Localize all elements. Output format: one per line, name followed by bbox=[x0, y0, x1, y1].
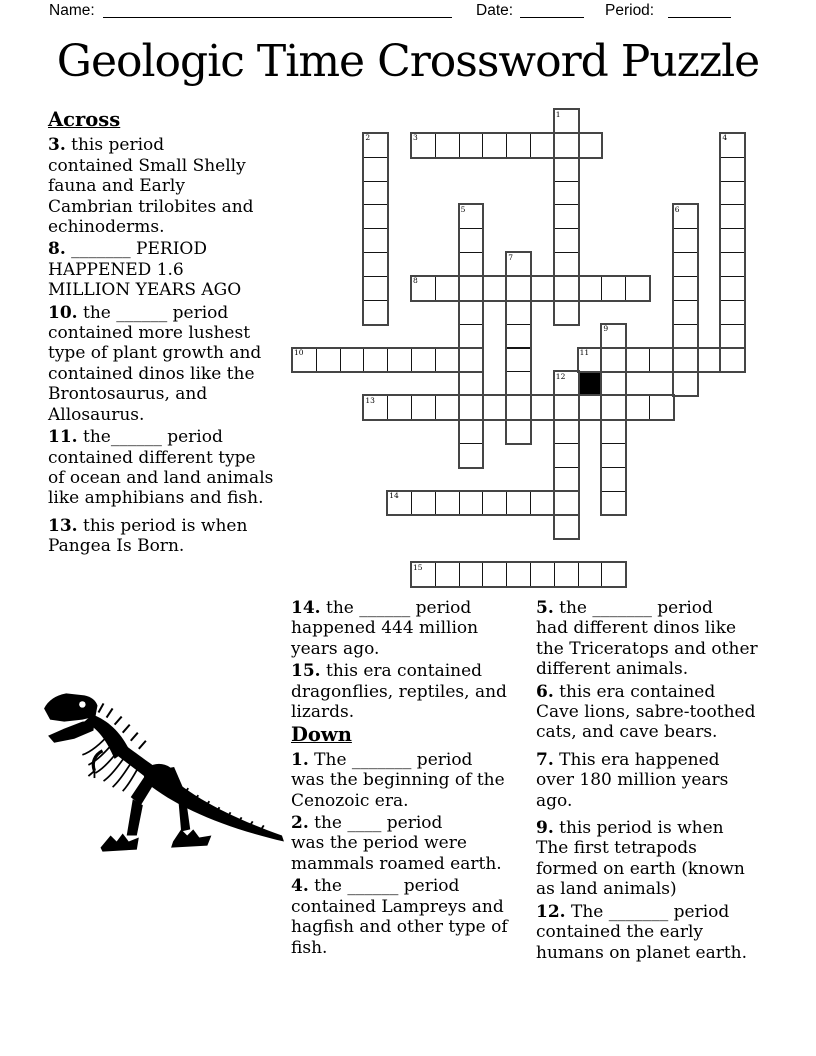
clue-13: 13. this period is when Pangea Is Born. bbox=[48, 515, 248, 557]
cell-number-11: 11 bbox=[579, 348, 590, 357]
grid-cell[interactable] bbox=[673, 252, 698, 277]
across-heading: Across bbox=[48, 108, 121, 131]
cell-number-6: 6 bbox=[674, 204, 680, 214]
clue-12: 12. The _______ period contained the early humans on planet earth. bbox=[536, 901, 748, 963]
grid-cell[interactable] bbox=[459, 371, 484, 396]
grid-cell[interactable] bbox=[720, 300, 745, 325]
grid-cell[interactable] bbox=[482, 133, 507, 158]
grid-cell[interactable] bbox=[601, 348, 626, 373]
grid-cell[interactable] bbox=[578, 562, 603, 587]
date-label: Date: bbox=[476, 2, 514, 19]
grid-cell[interactable] bbox=[601, 443, 626, 468]
grid-cell[interactable] bbox=[435, 491, 460, 516]
grid-cell[interactable] bbox=[459, 252, 484, 277]
grid-cell[interactable] bbox=[459, 324, 484, 349]
grid-cell[interactable] bbox=[554, 514, 579, 539]
grid-cell[interactable] bbox=[340, 348, 365, 373]
grid-cell[interactable] bbox=[554, 562, 579, 587]
clue-number: 12. bbox=[536, 901, 566, 922]
grid-cell[interactable] bbox=[459, 395, 484, 420]
grid-cell[interactable] bbox=[506, 324, 531, 349]
grid-cell[interactable] bbox=[530, 133, 555, 158]
grid-cell[interactable] bbox=[435, 395, 460, 420]
grid-cell[interactable] bbox=[578, 348, 603, 373]
black-cell bbox=[578, 371, 603, 396]
grid-cell[interactable] bbox=[601, 419, 626, 444]
cell-number-2: 2 bbox=[365, 133, 371, 143]
name-label: Name: bbox=[49, 2, 95, 19]
grid-cell[interactable] bbox=[601, 491, 626, 516]
grid-cell[interactable] bbox=[554, 491, 579, 516]
grid-cell[interactable] bbox=[720, 348, 745, 373]
grid-cell[interactable] bbox=[720, 324, 745, 349]
clue-2: 2. the ____ period was the period were mammals roamed earth. bbox=[291, 813, 502, 874]
right-clues-column bbox=[536, 598, 779, 965]
grid-cell[interactable] bbox=[625, 348, 650, 373]
down-heading: Down bbox=[291, 723, 352, 747]
clue-number: 1. bbox=[291, 749, 309, 770]
grid-cell[interactable] bbox=[530, 395, 555, 420]
grid-cell[interactable] bbox=[601, 324, 626, 349]
cell-number-15: 15 bbox=[413, 562, 423, 572]
clue-8: 8. _______ PERIOD HAPPENED 1.6 MILLION YEARS AGO bbox=[48, 239, 242, 301]
clue-3: 3. this period contained Small Shelly fauna and Early Cambrian trilobites and echinoderms. bbox=[48, 135, 254, 238]
grid-cell[interactable] bbox=[411, 133, 436, 158]
grid-cell[interactable] bbox=[578, 133, 603, 158]
grid-cell[interactable] bbox=[720, 276, 745, 301]
grid-cell[interactable] bbox=[530, 276, 555, 301]
grid-cell[interactable] bbox=[459, 562, 484, 587]
grid-cell[interactable] bbox=[506, 348, 531, 373]
grid-cell[interactable] bbox=[506, 395, 531, 420]
grid-cell[interactable] bbox=[435, 348, 460, 373]
grid-cell[interactable] bbox=[363, 300, 388, 325]
clue-6: 6. this era contained Cave lions, sabre-toothed cats, and cave bears. bbox=[536, 681, 756, 743]
clue-number: 7. bbox=[536, 749, 554, 770]
cell-number-9: 9 bbox=[603, 324, 609, 334]
grid-cell[interactable] bbox=[459, 443, 484, 468]
grid-cell[interactable] bbox=[720, 204, 745, 229]
grid-cell[interactable] bbox=[720, 252, 745, 277]
grid-cell[interactable] bbox=[459, 228, 484, 253]
grid-cell[interactable] bbox=[554, 395, 579, 420]
grid-cell[interactable] bbox=[387, 491, 412, 516]
cell-number-3: 3 bbox=[413, 133, 418, 143]
grid-cell[interactable] bbox=[482, 276, 507, 301]
grid-cell[interactable] bbox=[601, 395, 626, 420]
period-field[interactable] bbox=[668, 3, 731, 18]
grid-cell[interactable] bbox=[506, 300, 531, 325]
grid-cell[interactable] bbox=[506, 562, 531, 587]
grid-cell[interactable] bbox=[363, 252, 388, 277]
crossword-grid bbox=[292, 109, 746, 587]
middle-clues-column bbox=[291, 598, 534, 960]
clue-11: 11. the______ period contained different type of ocean and land animals like amphibians and fish. bbox=[48, 427, 274, 509]
cell-number-14: 14 bbox=[389, 491, 399, 501]
grid-cell[interactable] bbox=[435, 133, 460, 158]
grid-cell[interactable] bbox=[601, 467, 626, 492]
grid-cell[interactable] bbox=[482, 491, 507, 516]
grid-cell[interactable] bbox=[387, 348, 412, 373]
grid-cell[interactable] bbox=[649, 348, 674, 373]
grid-cell[interactable] bbox=[435, 562, 460, 587]
grid-cell[interactable] bbox=[459, 348, 484, 373]
across-clues-column bbox=[48, 110, 288, 559]
grid-cell[interactable] bbox=[578, 395, 603, 420]
period-label: Period: bbox=[605, 2, 655, 19]
grid-cell[interactable] bbox=[720, 133, 745, 158]
grid-cell[interactable] bbox=[506, 252, 531, 277]
grid-cell[interactable] bbox=[554, 276, 579, 301]
grid-cell[interactable] bbox=[387, 395, 412, 420]
grid-cell[interactable] bbox=[601, 371, 626, 396]
clue-5: 5. the _______ period had different dinos like the Triceratops and other different animals. bbox=[536, 598, 758, 680]
grid-cell[interactable] bbox=[554, 300, 579, 325]
cell-number-5: 5 bbox=[460, 204, 466, 214]
cell-number-8: 8 bbox=[413, 276, 418, 286]
grid-cell[interactable] bbox=[673, 371, 698, 396]
clue-14: 14. the ______ period happened 444 million years ago. bbox=[291, 598, 479, 659]
clue-number: 10. bbox=[48, 302, 78, 323]
grid-cell[interactable] bbox=[363, 157, 388, 182]
grid-cell[interactable] bbox=[459, 300, 484, 325]
grid-cell[interactable] bbox=[482, 562, 507, 587]
cell-number-1: 1 bbox=[555, 109, 561, 119]
grid-cell[interactable] bbox=[459, 491, 484, 516]
grid-cell[interactable] bbox=[363, 133, 388, 158]
grid-cell[interactable] bbox=[459, 276, 484, 301]
grid-cell[interactable] bbox=[673, 348, 698, 373]
grid-cell[interactable] bbox=[459, 133, 484, 158]
grid-cell[interactable] bbox=[554, 204, 579, 229]
grid-cell[interactable] bbox=[625, 276, 650, 301]
grid-cell[interactable] bbox=[363, 276, 388, 301]
clue-number: 4. bbox=[291, 876, 309, 897]
grid-cell[interactable] bbox=[720, 228, 745, 253]
grid-cell[interactable] bbox=[411, 348, 436, 373]
grid-cell[interactable] bbox=[554, 371, 579, 396]
cell-number-7: 7 bbox=[508, 252, 513, 262]
clue-number: 15. bbox=[291, 661, 321, 682]
grid-cell[interactable] bbox=[697, 348, 722, 373]
grid-cell[interactable] bbox=[530, 562, 555, 587]
grid-cell[interactable] bbox=[363, 228, 388, 253]
grid-cell[interactable] bbox=[482, 395, 507, 420]
grid-cell[interactable] bbox=[554, 228, 579, 253]
clue-number: 14. bbox=[291, 598, 321, 618]
grid-cell[interactable] bbox=[673, 204, 698, 229]
grid-cell[interactable] bbox=[673, 300, 698, 325]
grid-cell[interactable] bbox=[506, 491, 531, 516]
cell-number-12: 12 bbox=[555, 371, 566, 381]
grid-cell[interactable] bbox=[530, 491, 555, 516]
date-field[interactable] bbox=[520, 3, 584, 18]
clue-number: 6. bbox=[536, 681, 554, 702]
grid-cell[interactable] bbox=[554, 443, 579, 468]
grid-cell[interactable] bbox=[673, 276, 698, 301]
grid-cell[interactable] bbox=[554, 467, 579, 492]
page-title: Geologic Time Crossword Puzzle bbox=[56, 36, 760, 87]
grid-cell[interactable] bbox=[673, 228, 698, 253]
grid-cell[interactable] bbox=[411, 562, 436, 587]
grid-cell[interactable] bbox=[506, 419, 531, 444]
cell-number-13: 13 bbox=[365, 395, 375, 405]
clue-1: 1. The _______ period was the beginning of the Cenozoic era. bbox=[291, 749, 505, 811]
grid-cell[interactable] bbox=[720, 157, 745, 182]
clue-7: 7. This era happened over 180 million years ago. bbox=[536, 749, 729, 811]
grid-cell[interactable] bbox=[673, 324, 698, 349]
grid-cell[interactable] bbox=[363, 395, 388, 420]
grid-cell[interactable] bbox=[554, 181, 579, 206]
grid-cell[interactable] bbox=[459, 419, 484, 444]
grid-cell[interactable] bbox=[506, 276, 531, 301]
grid-cell[interactable] bbox=[554, 133, 579, 158]
clue-10: 10. the ______ period contained more lushest type of plant growth and contained dinos like the Brontosaurus, and Allosaurus. bbox=[48, 302, 262, 425]
grid-cell[interactable] bbox=[554, 252, 579, 277]
grid-cell[interactable] bbox=[554, 157, 579, 182]
grid-cell[interactable] bbox=[625, 395, 650, 420]
grid-cell[interactable] bbox=[459, 204, 484, 229]
grid-cell[interactable] bbox=[411, 395, 436, 420]
grid-cell[interactable] bbox=[720, 181, 745, 206]
grid-cell[interactable] bbox=[363, 348, 388, 373]
grid-cell[interactable] bbox=[316, 348, 341, 373]
clue-number: 13. bbox=[48, 515, 78, 536]
grid-cell[interactable] bbox=[554, 109, 579, 134]
clue-number: 9. bbox=[536, 818, 554, 839]
clue-4: 4. the ______ period contained Lampreys and hagfish and other type of fish. bbox=[291, 876, 508, 958]
grid-cell[interactable] bbox=[506, 133, 531, 158]
clue-number: 8. bbox=[48, 239, 66, 260]
grid-cell[interactable] bbox=[435, 276, 460, 301]
grid-cell[interactable] bbox=[649, 395, 674, 420]
clue-15: 15. this era contained dragonflies, reptiles, and lizards. bbox=[291, 661, 507, 723]
clue-number: 11. bbox=[48, 427, 78, 448]
grid-cell[interactable] bbox=[363, 181, 388, 206]
grid-cell[interactable] bbox=[601, 276, 626, 301]
clue-number: 5. bbox=[536, 598, 554, 618]
cell-number-4: 4 bbox=[722, 133, 728, 143]
grid-cell[interactable] bbox=[292, 348, 317, 373]
grid-cell[interactable] bbox=[601, 562, 626, 587]
grid-cell[interactable] bbox=[363, 204, 388, 229]
grid-cell[interactable] bbox=[578, 276, 603, 301]
cell-number-10: 10 bbox=[294, 348, 304, 357]
grid-cell[interactable] bbox=[411, 491, 436, 516]
grid-cell[interactable] bbox=[411, 276, 436, 301]
clue-9: 9. this period is when The first tetrapods formed on earth (known as land animals) bbox=[536, 818, 745, 900]
grid-cell[interactable] bbox=[506, 371, 531, 396]
clue-number: 2. bbox=[291, 813, 309, 834]
grid-cell[interactable] bbox=[554, 419, 579, 444]
clue-number: 3. bbox=[48, 135, 66, 156]
trex-skeleton-icon bbox=[36, 688, 290, 860]
name-field[interactable] bbox=[103, 3, 452, 18]
